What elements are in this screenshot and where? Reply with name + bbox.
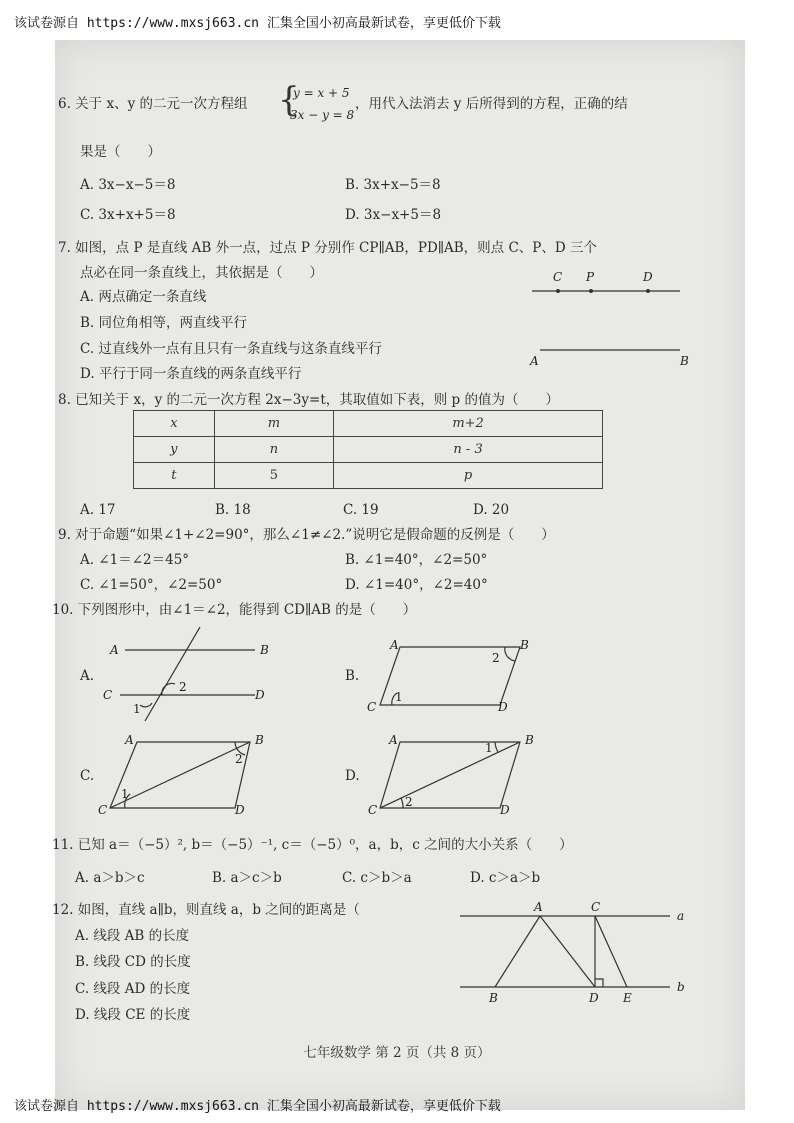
table-row (134, 437, 603, 463)
q7-option-d[interactable]: D. 平行于同一条直线的两条直线平行 (80, 366, 302, 382)
q6-option-d[interactable]: D. 3x−x+5＝8 (345, 207, 442, 223)
q6-stem-line2: 果是（ ） (80, 144, 161, 160)
q6-option-a[interactable]: A. 3x−x−5＝8 (80, 177, 176, 193)
q10d-angle-1: 1 (485, 741, 493, 755)
source-banner-bottom[interactable]: 该试卷源自 https://www.mxsj663.cn 汇集全国小初高最新试卷，享更低价下载 (14, 1099, 501, 1114)
q7-point-d: D (643, 270, 653, 284)
table-cell: n (214, 437, 333, 463)
q10d-point-c: C (368, 803, 378, 817)
q12-option-b[interactable]: B. 线段 CD 的长度 (75, 954, 191, 970)
q7-option-c[interactable]: C. 过直线外一点有且只有一条直线与这条直线平行 (80, 341, 382, 357)
q10b-angle-2: 2 (492, 651, 500, 665)
q6-eq1: y = x + 5 (293, 86, 350, 100)
q11-option-a[interactable]: A. a＞b＞c (75, 870, 145, 886)
q10c-point-d: D (235, 803, 245, 817)
q10-figure-c (95, 730, 275, 820)
q7-option-a[interactable]: A. 两点确定一条直线 (80, 289, 207, 305)
q11-option-b[interactable]: B. a＞c＞b (212, 870, 282, 886)
table-row (134, 411, 603, 437)
q7-stem-line2: 点必在同一条直线上，其依据是（ ） (80, 265, 323, 281)
q8-option-d[interactable]: D. 20 (473, 502, 510, 518)
q6-stem-prefix: 6. 关于 x、y 的二元一次方程组 (58, 96, 248, 112)
q10a-point-d: D (255, 688, 265, 702)
q12-point-d: D (589, 991, 599, 1005)
q7-figure (520, 265, 700, 375)
q12-line-b: b (677, 980, 685, 994)
q10-stem: 10. 下列图形中，由∠1＝∠2，能得到 CD∥AB 的是（ ） (52, 602, 417, 618)
table-cell: y (134, 437, 215, 463)
q10-label-d[interactable]: D. (345, 768, 360, 784)
table-row (134, 463, 603, 489)
table-cell: n - 3 (334, 437, 603, 463)
table-cell: m (214, 411, 333, 437)
q10-label-c[interactable]: C. (80, 768, 95, 784)
q10c-angle-2: 2 (235, 752, 243, 766)
source-banner-top[interactable]: 该试卷源自 https://www.mxsj663.cn 汇集全国小初高最新试卷，享更低价下载 (14, 16, 501, 31)
q10a-point-a: A (110, 643, 119, 657)
q10d-angle-2: 2 (405, 795, 413, 809)
q10-figure-a (100, 625, 280, 725)
q6-brace: { (278, 80, 300, 120)
q12-point-c: C (591, 900, 601, 914)
q10b-point-b: B (520, 638, 529, 652)
q9-option-d[interactable]: D. ∠1=40°，∠2=40° (345, 577, 488, 593)
q12-option-a[interactable]: A. 线段 AB 的长度 (75, 928, 190, 944)
q11-option-c[interactable]: C. c＞b＞a (342, 870, 412, 886)
q8-value-table (133, 410, 603, 489)
q7-point-p: P (586, 270, 595, 284)
page-footer: 七年级数学 第 2 页（共 8 页） (303, 1045, 491, 1061)
q8-option-c[interactable]: C. 19 (343, 502, 379, 518)
q10-figure-d (365, 730, 540, 820)
q12-point-b: B (489, 991, 498, 1005)
q6-stem-suffix: ，用代入法消去 y 后所得到的方程，正确的结 (355, 96, 628, 112)
q10a-point-c: C (103, 688, 113, 702)
q6-eq2: 3x − y = 8 (290, 108, 355, 122)
q10d-point-a: A (389, 733, 398, 747)
q10b-angle-1: 1 (395, 690, 403, 704)
q12-stem: 12. 如图，直线 a∥b，则直线 a，b 之间的距离是（ (52, 902, 360, 918)
q10a-angle-1: 1 (133, 702, 141, 716)
q7-point-b: B (680, 354, 689, 368)
q11-option-d[interactable]: D. c＞a＞b (470, 870, 541, 886)
q11-stem: 11. 已知 a＝（−5）², b＝（−5）⁻¹, c＝（−5）⁰，a，b，c 之间的大小关系（ ） (52, 837, 573, 853)
q10-label-a[interactable]: A. (80, 668, 95, 684)
q7-point-c: C (553, 270, 563, 284)
q9-option-a[interactable]: A. ∠1＝∠2＝45° (80, 552, 190, 568)
q6-option-b[interactable]: B. 3x+x−5＝8 (345, 177, 441, 193)
q10b-point-c: C (367, 700, 377, 714)
q10-label-b[interactable]: B. (345, 668, 360, 684)
q9-option-c[interactable]: C. ∠1=50°，∠2=50° (80, 577, 223, 593)
q10b-point-d: D (498, 700, 508, 714)
q10c-angle-1: 1 (121, 787, 129, 801)
q12-point-e: E (623, 991, 632, 1005)
table-cell: x (134, 411, 215, 437)
q7-stem-line1: 7. 如图，点 P 是直线 AB 外一点，过点 P 分别作 CP∥AB，PD∥AB，则点 C、P、D 三个 (58, 240, 597, 256)
q8-option-b[interactable]: B. 18 (215, 502, 251, 518)
q12-option-d[interactable]: D. 线段 CE 的长度 (75, 1007, 191, 1023)
q10c-point-b: B (255, 733, 264, 747)
q7-option-b[interactable]: B. 同位角相等，两直线平行 (80, 315, 248, 331)
q6-option-c[interactable]: C. 3x+x+5＝8 (80, 207, 176, 223)
q10a-angle-2: 2 (179, 680, 187, 694)
q12-figure (455, 895, 695, 1010)
q10-figure-b (365, 635, 535, 715)
q8-option-a[interactable]: A. 17 (80, 502, 116, 518)
q10c-point-a: A (125, 733, 134, 747)
q10c-point-c: C (98, 803, 108, 817)
table-cell: m+2 (334, 411, 603, 437)
q10a-point-b: B (260, 643, 269, 657)
q12-point-a: A (534, 900, 543, 914)
q10d-point-b: B (525, 733, 534, 747)
table-cell: t (134, 463, 215, 489)
q10d-point-d: D (500, 803, 510, 817)
q9-option-b[interactable]: B. ∠1=40°，∠2=50° (345, 552, 488, 568)
table-cell: p (334, 463, 603, 489)
q7-point-a: A (530, 354, 539, 368)
q12-option-c[interactable]: C. 线段 AD 的长度 (75, 981, 191, 997)
q12-line-a: a (677, 909, 685, 923)
q9-stem: 9. 对于命题“如果∠1+∠2=90°，那么∠1≠∠2.”说明它是假命题的反例是（ ） (58, 527, 555, 543)
q10b-point-a: A (390, 638, 399, 652)
q8-stem: 8. 已知关于 x，y 的二元一次方程 2x−3y=t，其取值如下表，则 p 的值为（ ） (58, 392, 559, 408)
table-cell: 5 (214, 463, 333, 489)
